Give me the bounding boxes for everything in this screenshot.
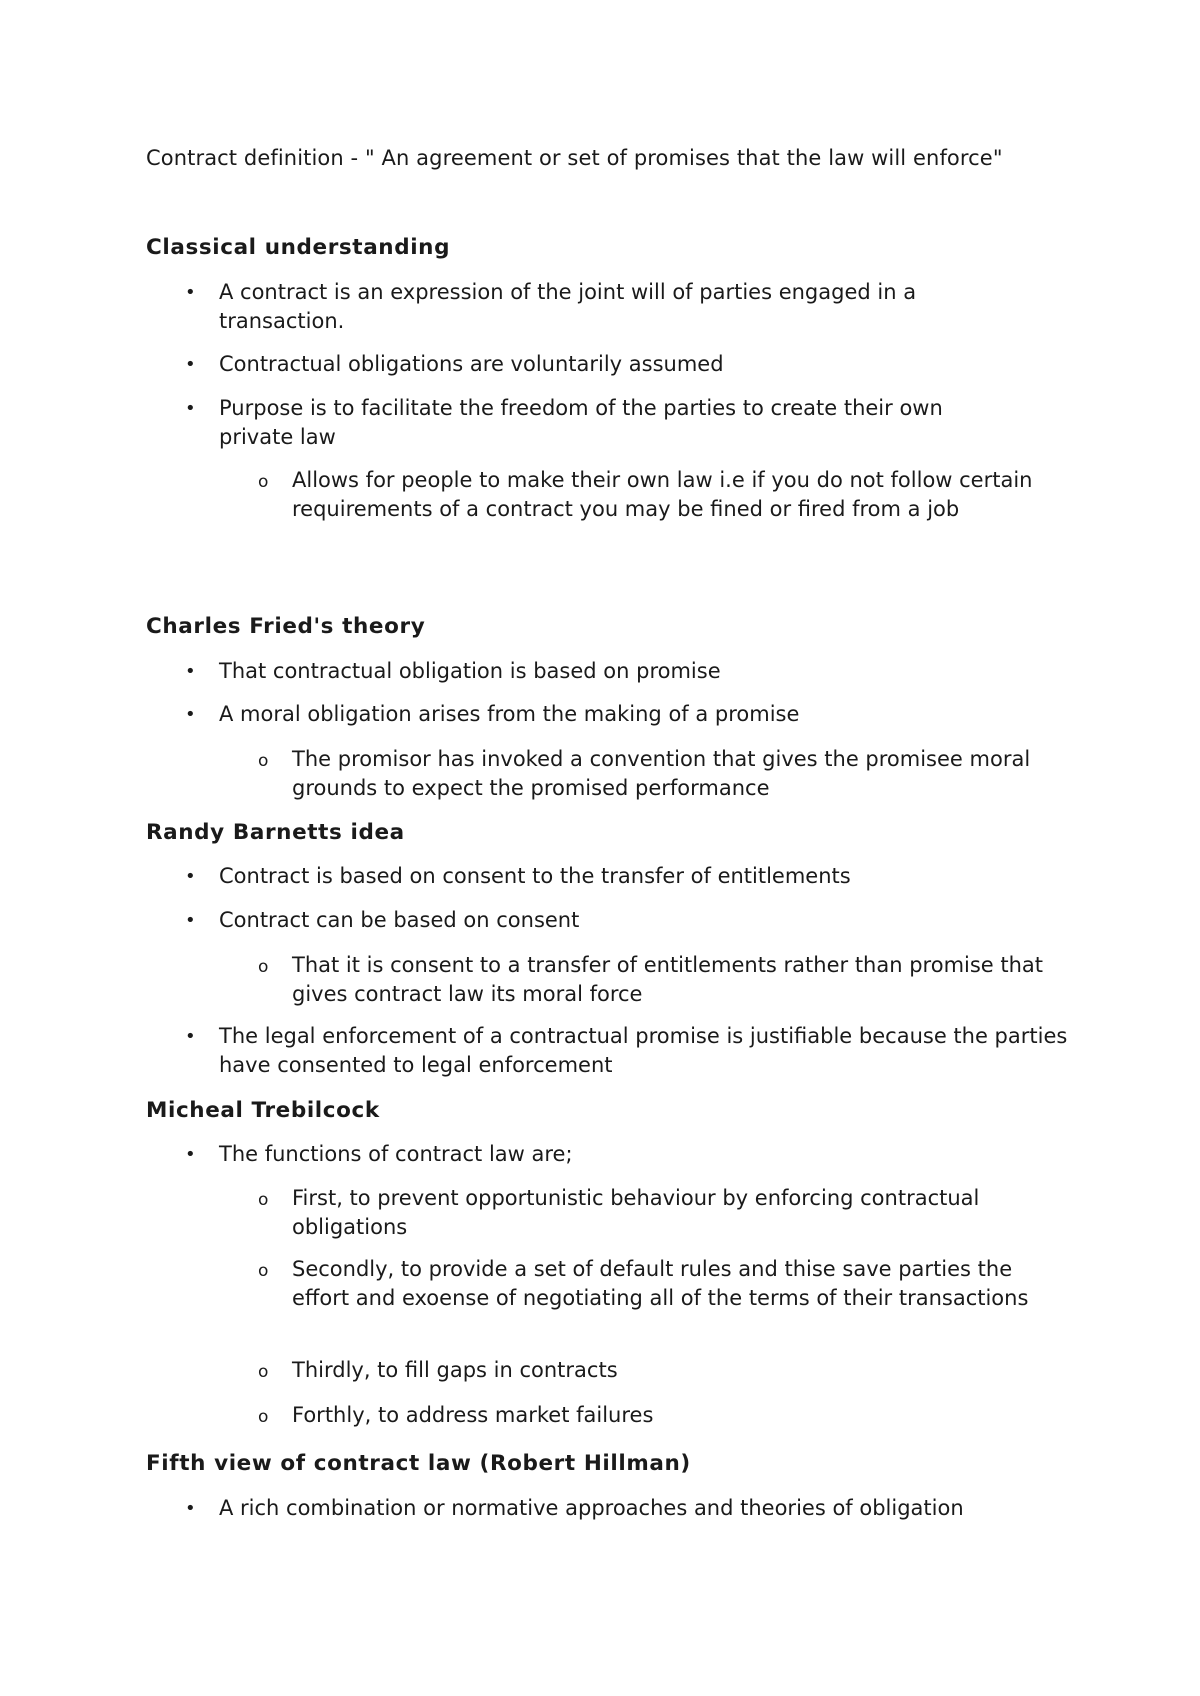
sub-list-item: o Forthly, to address market failures (292, 1401, 1072, 1430)
bullet-icon: • (185, 398, 196, 419)
circle-bullet-icon: o (258, 957, 269, 977)
circle-bullet-icon: o (258, 472, 269, 492)
sub-list-item: o Secondly, to provide a set of default rules and thise save parties the effort and exoense of negotiating all of the terms of their transactions (258, 1257, 1029, 1310)
list-item: • Contractual obligations are voluntarily assumed (219, 350, 999, 379)
sub-list-item: o That it is consent to a transfer of entitlements rather than promise that gives contract law its moral force (258, 953, 1044, 1006)
list-item: • Purpose is to facilitate the freedom of the parties to create their own private law (185, 396, 943, 449)
circle-bullet-icon: o (258, 1362, 269, 1382)
section-heading-classical: Classical understanding (146, 235, 451, 260)
circle-bullet-icon: o (258, 1190, 269, 1210)
bullet-icon: • (185, 866, 196, 887)
bullet-icon: • (185, 354, 196, 375)
list-item: • A moral obligation arises from the making of a promise (219, 700, 999, 729)
list-item: • Contract can be based on consent (219, 906, 999, 935)
circle-bullet-icon: o (258, 1261, 269, 1281)
sub-list-item: o Allows for people to make their own law i.e if you do not follow certain requirements of a contract you may be fined or fired from a job (258, 468, 1033, 521)
section-heading-fried: Charles Fried's theory (146, 614, 426, 639)
list-item: • That contractual obligation is based on promise (219, 657, 999, 686)
bullet-icon: • (185, 282, 196, 303)
sub-list-item: o The promisor has invoked a convention that gives the promisee moral grounds to expect the promised performance (258, 747, 1031, 800)
list-item: • A rich combination or normative approaches and theories of obligation (219, 1494, 1069, 1523)
circle-bullet-icon: o (258, 1407, 269, 1427)
bullet-icon: • (185, 1026, 196, 1047)
sub-list-item: o Thirdly, to fill gaps in contracts (292, 1356, 1072, 1385)
section-heading-barnett: Randy Barnetts idea (146, 820, 405, 845)
list-item: • A contract is an expression of the joint will of parties engaged in a transaction. (185, 280, 917, 333)
bullet-icon: • (185, 910, 196, 931)
list-item: • Contract is based on consent to the transfer of entitlements (219, 862, 999, 891)
list-item: • The functions of contract law are; (219, 1140, 999, 1169)
bullet-icon: • (185, 661, 196, 682)
section-heading-trebilcock: Micheal Trebilcock (146, 1098, 380, 1123)
bullet-icon: • (185, 704, 196, 725)
list-item: • The legal enforcement of a contractual promise is justifiable because the parties have consented to legal enforcement (185, 1024, 1068, 1077)
section-heading-hillman: Fifth view of contract law (Robert Hillman) (146, 1451, 691, 1476)
sub-list-item: o First, to prevent opportunistic behaviour by enforcing contractual obligations (258, 1186, 980, 1239)
bullet-icon: • (185, 1144, 196, 1165)
contract-definition: Contract definition - " An agreement or set of promises that the law will enforce" (146, 146, 1003, 170)
circle-bullet-icon: o (258, 751, 269, 771)
bullet-icon: • (185, 1498, 196, 1519)
